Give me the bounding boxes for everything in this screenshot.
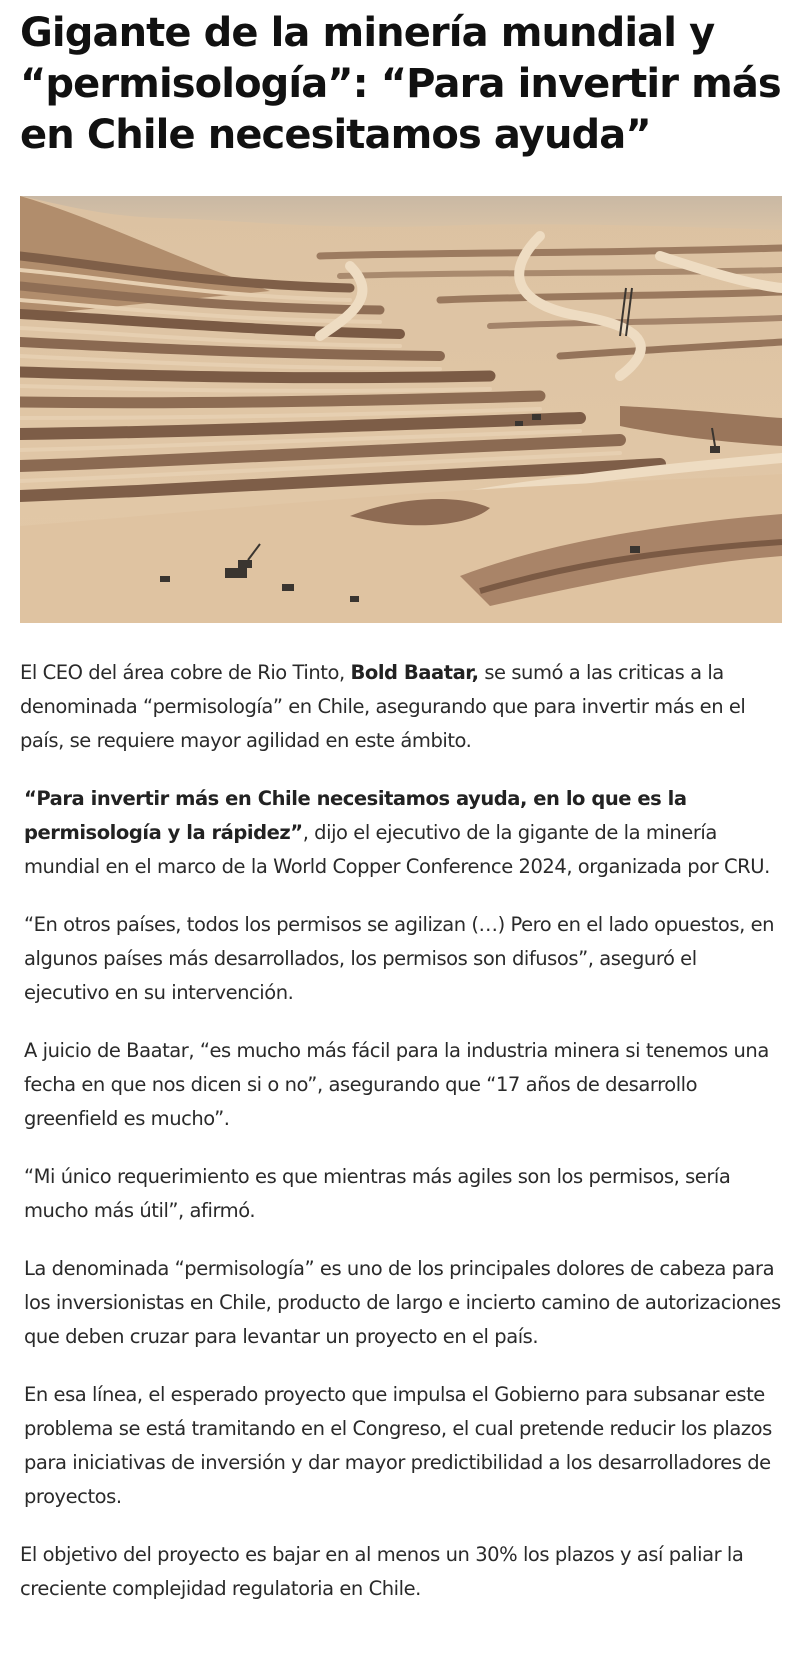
article-body (20, 656, 782, 1606)
paragraph-3: “En otros países, todos los permisos se agilizan (…) Pero en el lado opuestos, en algunos países más desarrollados, los permisos son difusos”, aseguró el ejecutivo en su intervención. (24, 913, 775, 1004)
paragraph-1-text-end: se sumó a las criticas a la denominada “permisología” en Chile, asegurando que para invertir más en el país, se requiere mayor agilidad en este ámbito. (20, 661, 746, 752)
paragraph-1-bold-name: Bold Baatar, (350, 661, 479, 684)
paragraph-5: “Mi único requerimiento es que mientras más agiles son los permisos, sería mucho más útil”, afirmó. (24, 1165, 731, 1222)
paragraph-2-text-end: , dijo el ejecutivo de la gigante de la minería mundial en el marco de la World Copper Conference 2024, organizada por CRU. (24, 821, 770, 878)
paragraph-7: En esa línea, el esperado proyecto que impulsa el Gobierno para subsanar este problema se está tramitando en el Congreso, el cual pretende reducir los plazos para iniciativas de inversión y dar mayor predictibilidad a los desarrolladores de proyectos. (24, 1383, 772, 1508)
paragraph-6: La denominada “permisología” es uno de los principales dolores de cabeza para los inversionistas en Chile, producto de largo e incierto camino de autorizaciones que deben cruzar para levantar un proyecto en el país. (24, 1257, 781, 1348)
paragraph-1 (20, 656, 782, 758)
paragraph-4: A juicio de Baatar, “es mucho más fácil para la industria minera si tenemos una fecha en que nos dicen si o no”, asegurando que “17 años de desarrollo greenfield es mucho”. (24, 1039, 769, 1130)
paragraph-8: El objetivo del proyecto es bajar en al menos un 30% los plazos y así paliar la creciente complejidad regulatoria en Chile. (20, 1543, 744, 1600)
article-headline: Gigante de la minería mundial y “permisología”: “Para invertir más en Chile necesitamos ayuda” (20, 10, 781, 158)
paragraph-2-bold-quote: “Para invertir más en Chile necesitamos ayuda, en lo que es la permisología y la rápidez” (24, 787, 687, 844)
article (20, 0, 782, 1600)
open-pit-mine-photo-icon (20, 196, 782, 623)
article-photo (20, 196, 782, 623)
paragraph-1-text-start: El CEO del área cobre de Rio Tinto, (20, 661, 351, 684)
paragraph-2 (20, 782, 782, 884)
